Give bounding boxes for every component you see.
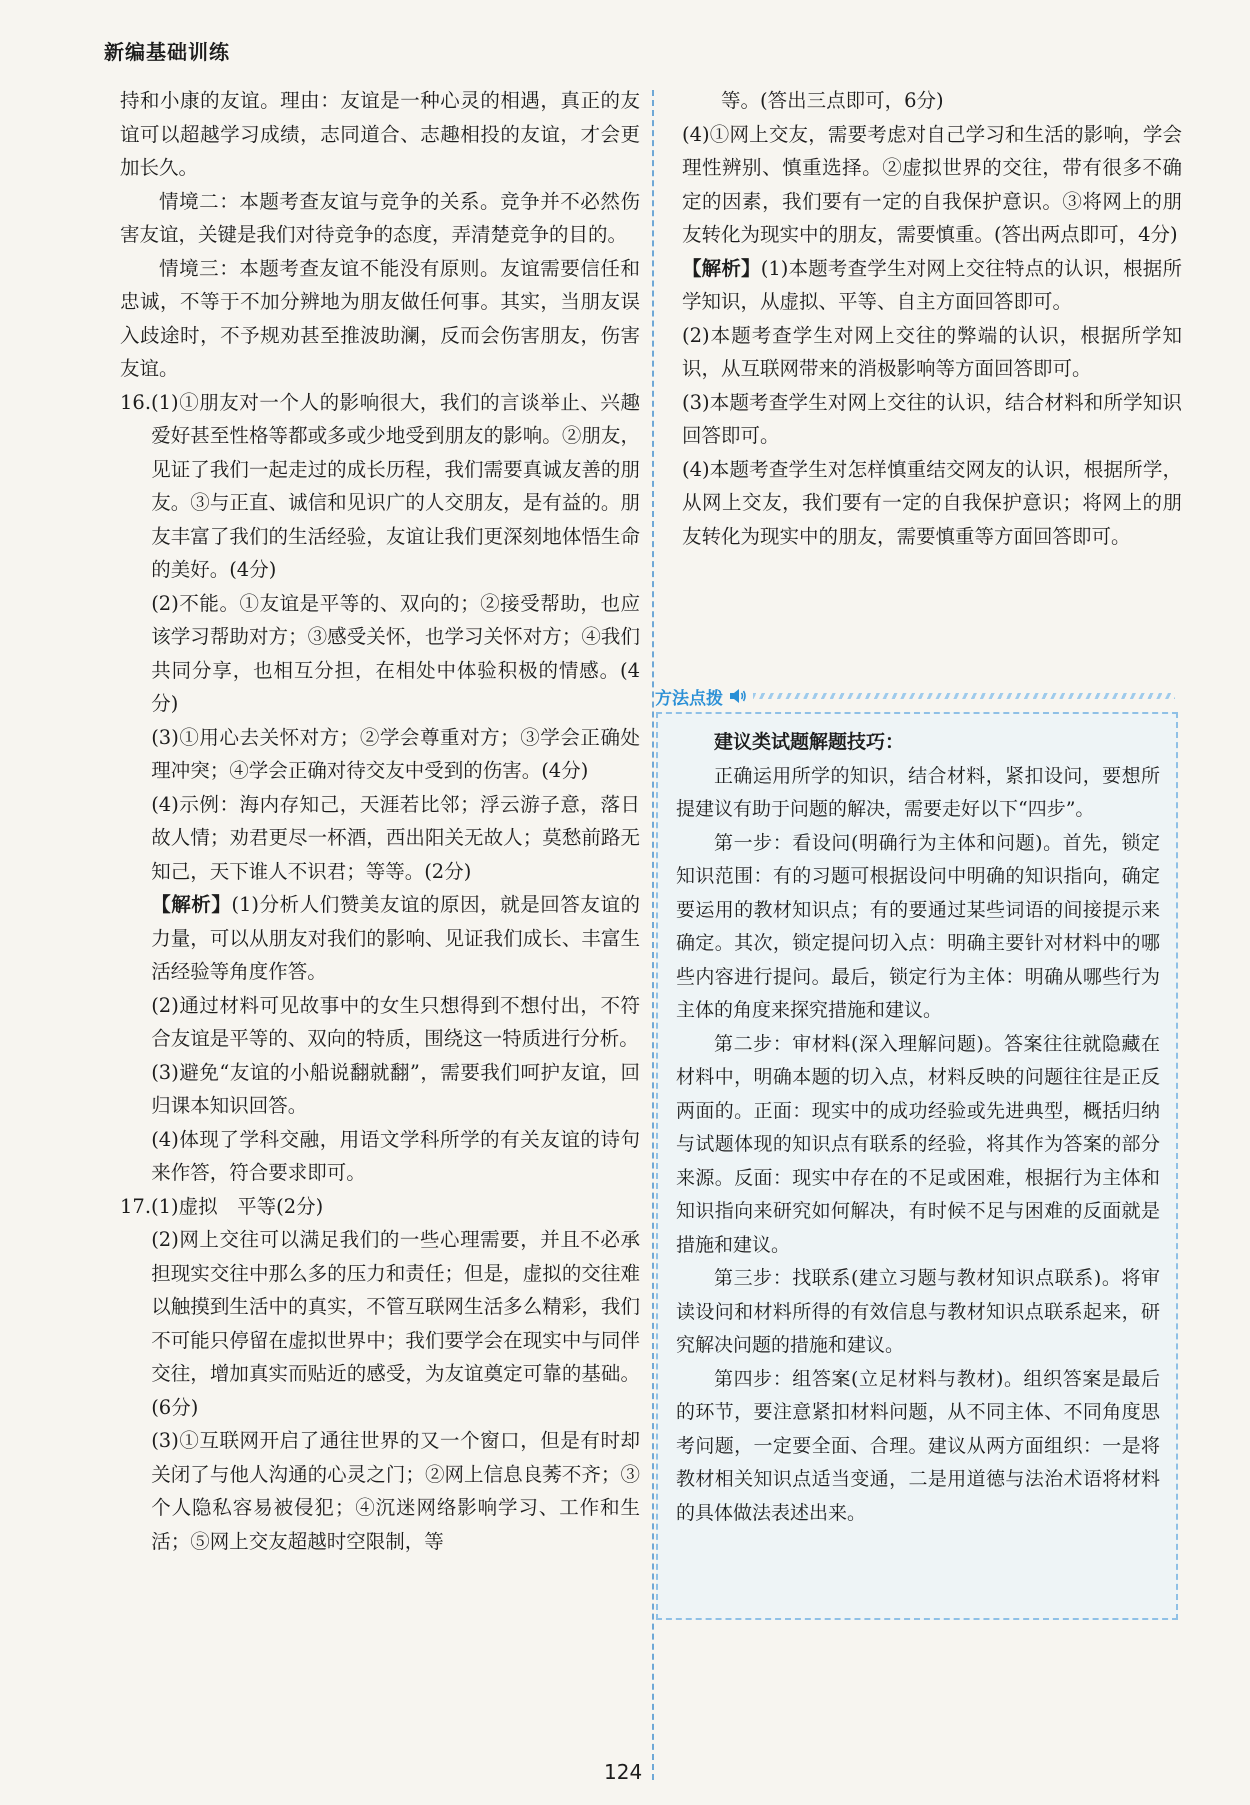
q16-analysis-3: (3)避免“友谊的小船说翻就翻”，需要我们呵护友谊，回归课本知识回答。 (151, 1060, 640, 1117)
q16-analysis-2: (2)通过材料可见故事中的女生只想得到不想付出，不符合友谊是平等的、双向的特质，围绕这一特质进行分析。 (151, 993, 640, 1050)
q16-answer-1: 16.(1)①朋友对一个人的影响很大，我们的言谈举止、兴趣爱好甚至性格等都或多或少地受到朋友的影响。②朋友，见证了我们一起走过的成长历程，我们需要真诚友善的朋友。③与正直、诚信和见识广的人交朋友，是有益的。朋友丰富了我们的生活经验，友谊让我们更深刻地体悟生命的美好。(4分) (120, 390, 640, 581)
q17-analysis-4: (4)本题考查学生对怎样慎重结交网友的认识，根据所学，从网上交友，我们要有一定的自我保护意识；将网上的朋友转化为现实中的朋友，需要慎重等方面回答即可。 (682, 457, 1182, 548)
method-step-2: 第二步：审材料(深入理解问题)。答案往往就隐藏在材料中，明确本题的切入点，材料反映的问题往往是正反两面的。正面：现实中的成功经验或先进典型，概括归纳与试题体现的知识点有联系的经验，将其作为答案的部分来源。反面：现实中存在的不足或困难，根据行为主体和知识指向来研究如何解决，有时候不足与困难的反面就是措施和建议。 (676, 1032, 1160, 1256)
q16-answer-4: (4)示例：海内存知己，天涯若比邻；浮云游子意，落日故人情；劝君更尽一杯酒，西出阳关无故人；莫愁前路无知己，天下谁人不识君；等等。(2分) (151, 792, 640, 883)
intro-paragraph: 情境三：本题考查友谊不能没有原则。友谊需要信任和忠诚，不等于不加分辨地为朋友做任何事。其实，当朋友误入歧途时，不予规劝甚至推波助澜，反而会伤害朋友，伤害友谊。 (120, 256, 640, 380)
page-number: 124 (604, 1760, 643, 1784)
q17-answer-1: 17.(1)虚拟 平等(2分) (120, 1194, 324, 1218)
speaker-icon (729, 688, 747, 704)
analysis-tag: 【解析】 (682, 256, 761, 280)
q17-answer-3-cont: 等。(答出三点即可，6分) (721, 89, 944, 112)
method-step-3: 第三步：找联系(建立习题与教材知识点联系)。将审读设问和材料所得的有效信息与教材知识点联系起来，研究解决问题的措施和建议。 (676, 1267, 1160, 1356)
intro-paragraph: 情境二：本题考查友谊与竞争的关系。竞争并不必然伤害友谊，关键是我们对待竞争的态度，弄清楚竞争的目的。 (120, 189, 640, 246)
q16-analysis-1 (120, 888, 640, 989)
q17-answer-3: (3)①互联网开启了通往世界的又一个窗口，但是有时却关闭了与他人沟通的心灵之门；②网上信息良莠不齐；③个人隐私容易被侵犯；④沉迷网络影响学习、工作和生活；⑤网上交友超越时空限制，等 (151, 1429, 640, 1553)
q17-answer-2: (2)网上交往可以满足我们的一些心理需要，并且不必承担现实交往中那么多的压力和责任；但是，虚拟的交往难以触摸到生活中的真实，不管互联网生活多么精彩，我们不可能只停留在虚拟世界中；我们要学会在现实中与同伴交往，增加真实而贴近的感受，为友谊奠定可靠的基础。(6分) (151, 1228, 640, 1419)
intro-paragraph: 持和小康的友谊。理由：友谊是一种心灵的相遇，真正的友谊可以超越学习成绩，志同道合、志趣相投的友谊，才会更加长久。 (120, 89, 640, 179)
q17-analysis-3: (3)本题考查学生对网上交往的认识，结合材料和所学知识回答即可。 (682, 390, 1182, 447)
right-column (682, 84, 1182, 553)
q16-answer-2: (2)不能。①友谊是平等的、双向的；②接受帮助，也应该学习帮助对方；③感受关怀，也学习关怀对方；④我们共同分享，也相互分担，在相处中体验积极的情感。(4分) (151, 591, 640, 715)
decorative-dash-line (753, 693, 1175, 699)
page-header: 新编基础训练 (104, 40, 230, 64)
method-tip-title: 建议类试题解题技巧： (714, 731, 905, 753)
q16-analysis-4: (4)体现了学科交融，用语文学科所学的有关友谊的诗句来作答，符合要求即可。 (151, 1127, 640, 1184)
column-divider (652, 90, 654, 1780)
method-tip-box (656, 712, 1178, 1620)
method-tip-label: 方法点拨 (655, 688, 723, 709)
q17-analysis-1 (682, 252, 1182, 319)
method-step-4: 第四步：组答案(立足材料与教材)。组织答案是最后的环节，要注意紧扣材料问题，从不同主体、不同角度思考问题，一定要全面、合理。建议从两方面组织：一是将教材相关知识点适当变通，二是用道德与法治术语将材料的具体做法表述出来。 (676, 1367, 1160, 1524)
q17-analysis-2: (2)本题考查学生对网上交往的弊端的认识，根据所学知识，从互联网带来的消极影响等方面回答即可。 (682, 323, 1182, 380)
method-step-1: 第一步：看设问(明确行为主体和问题)。首先，锁定知识范围：有的习题可根据设问中明确的知识指向，确定要运用的教材知识点；有的要通过某些词语的间接提示来确定。其次，锁定提问切入点：明确主要针对材料中的哪些内容进行提问。最后，锁定行为主体：明确从哪些行为主体的角度来探究措施和建议。 (676, 831, 1160, 1021)
method-paragraph: 正确运用所学的知识，结合材料，紧扣设问，要想所提建议有助于问题的解决，需要走好以下“四步”。 (676, 764, 1160, 820)
method-tip-header (655, 683, 1175, 709)
analysis-text: (1)分析人们赞美友谊的原因，就是回答友谊的力量，可以从朋友对我们的影响、见证我们成长、丰富生活经验等角度作答。 (151, 893, 640, 983)
q17-answer-4: (4)①网上交友，需要考虑对自己学习和生活的影响，学会理性辨别、慎重选择。②虚拟世界的交往，带有很多不确定的因素，我们要有一定的自我保护意识。③将网上的朋友转化为现实中的朋友，需要慎重。(答出两点即可，4分) (682, 122, 1182, 246)
left-column (120, 84, 640, 1558)
analysis-text: (1)本题考查学生对网上交往特点的认识，根据所学知识，从虚拟、平等、自主方面回答即可。 (682, 256, 1182, 313)
analysis-tag: 【解析】 (151, 893, 232, 916)
q16-answer-3: (3)①用心去关怀对方；②学会尊重对方；③学会正确处理冲突；④学会正确对待交友中受到的伤害。(4分) (151, 725, 640, 782)
